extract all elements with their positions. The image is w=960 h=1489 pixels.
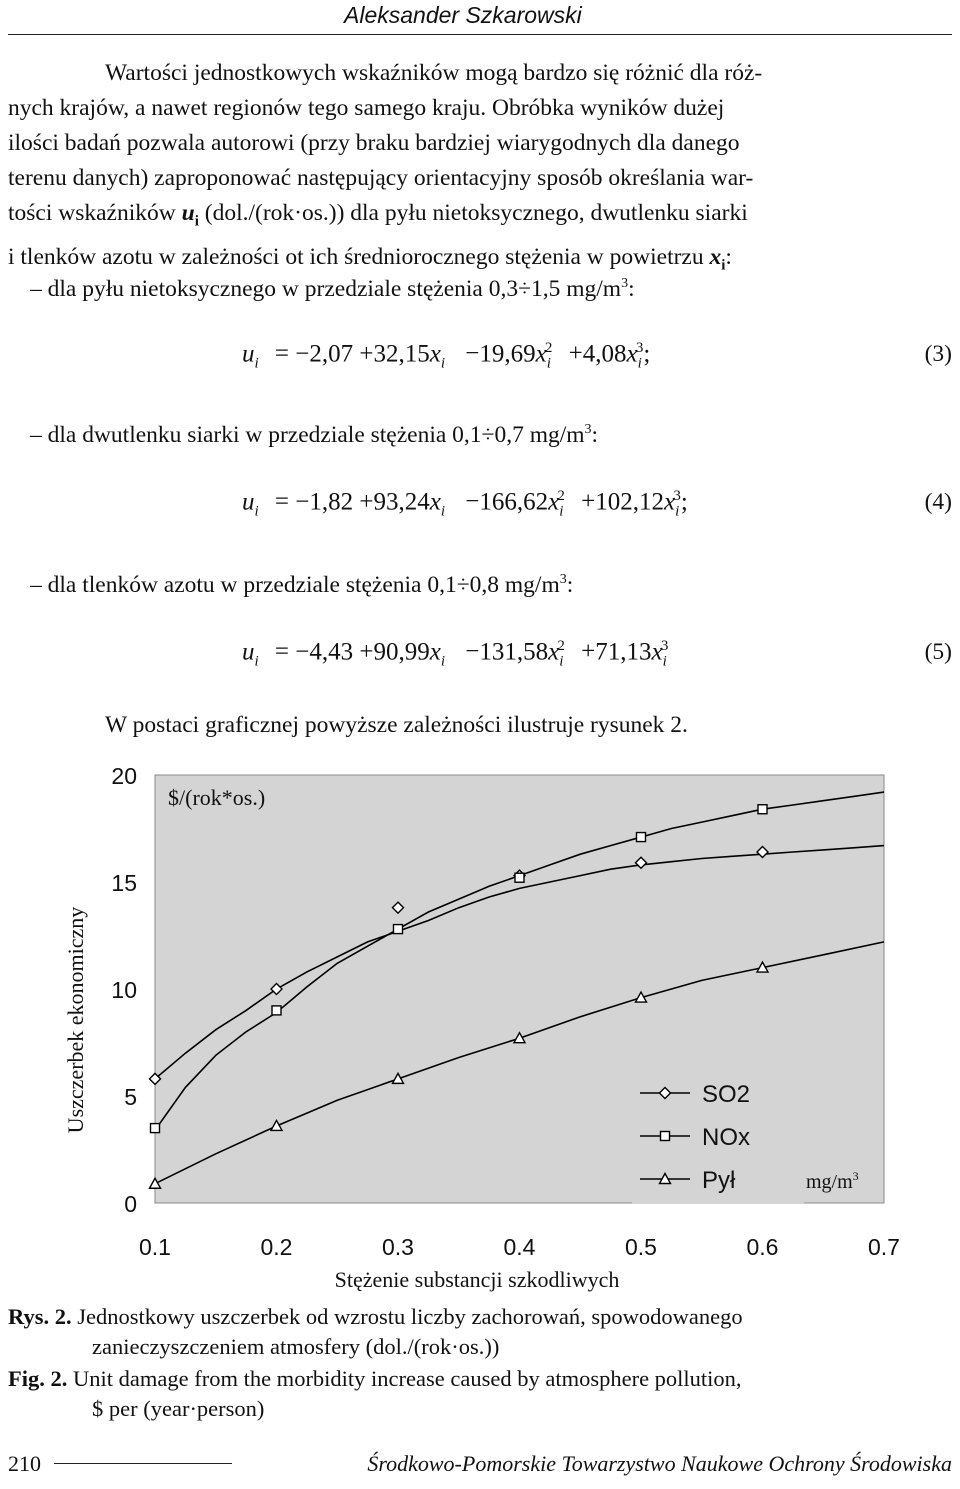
eq-sub-i: i: [559, 503, 564, 520]
paragraph-line: nych krajów, a nawet regionów tego samego kraju. Obróbka wyników dużej: [8, 95, 725, 121]
x-unit-text: mg/m: [806, 1171, 853, 1193]
eq-sub-i: i: [559, 653, 564, 670]
x-tick-label: 0.5: [625, 1234, 657, 1260]
eq-sub-i: i: [546, 355, 551, 372]
eq-equals: =: [274, 488, 290, 516]
eq-coef: 166,62: [479, 488, 549, 516]
caption-text: $ per (year·person): [92, 1396, 265, 1421]
eq-x: x: [548, 638, 560, 666]
x-axis-label: Stężenie substancji szkodliwych: [334, 1267, 620, 1292]
eq-sub-i: i: [440, 355, 446, 372]
y-axis-label: Uszczerbek ekonomiczny: [63, 906, 88, 1134]
punctuation: :: [566, 571, 574, 598]
eq-coef: 19,69: [479, 340, 536, 368]
eq-x: x: [626, 340, 638, 368]
line-chart: [0, 750, 960, 1310]
header-rule: [8, 34, 952, 35]
caption-label: Rys. 2.: [8, 1304, 72, 1329]
unit-label: $/(rok*os.): [168, 785, 266, 810]
x-unit-sup: 3: [852, 1169, 859, 1183]
superscript: 3: [584, 422, 592, 437]
paragraph-line: terenu danych) zaproponować następujący orientacyjny sposób określania war-: [8, 165, 754, 191]
paragraph-line: Wartości jednostkowych wskaźników mogą bardzo się różnić dla róż-: [105, 60, 763, 86]
eq-plus: +: [568, 340, 583, 368]
eq-plus: +: [581, 488, 596, 516]
eq-power: 3: [673, 488, 681, 504]
legend-label: SO2: [702, 1081, 751, 1108]
superscript: 3: [621, 276, 629, 291]
eq-coef: 32,15: [373, 340, 430, 368]
eq-sub-i: i: [637, 355, 642, 372]
eq-minus: −: [295, 340, 310, 368]
footer-rule: [54, 1463, 232, 1464]
eq-sub-i: i: [254, 355, 259, 372]
paragraph-line: ilości badań pozwala autorowi (przy braku bardziej wiarygodnych dla danego: [8, 130, 740, 156]
y-tick-label: 20: [111, 763, 137, 789]
page-number: 210: [8, 1451, 41, 1476]
legend-label: NOx: [702, 1124, 750, 1151]
eq-minus: −: [465, 488, 480, 516]
caption-label: Fig. 2.: [8, 1366, 68, 1391]
eq-sub-i: i: [440, 653, 446, 670]
x-tick-label: 0.6: [746, 1234, 779, 1260]
caption-text: Unit damage from the morbidity increase caused by atmosphere pollution,: [67, 1366, 742, 1391]
eq-plus: +: [359, 340, 374, 368]
eq-plus: +: [581, 638, 596, 666]
y-tick-label: 15: [111, 870, 137, 896]
list-item: [30, 412, 598, 453]
eq-equals: =: [274, 638, 290, 666]
eq-minus: −: [295, 488, 310, 516]
eq-minus: −: [465, 340, 480, 368]
equation-number: (4): [924, 489, 952, 515]
data-point: [637, 833, 646, 842]
list-item-text: – dla dwutlenku siarki w przedziale stężenia 0,1÷0,7 mg/m: [30, 421, 585, 448]
x-tick-labels: [139, 1234, 900, 1260]
punctuation: :: [591, 421, 599, 448]
eq-coef: 4,43: [309, 638, 354, 666]
list-item-text: – dla tlenków azotu w przedziale stężenia 0,1÷0,8 mg/m: [30, 571, 560, 598]
x-tick-label: 0.7: [868, 1234, 900, 1260]
eq-x: x: [548, 488, 560, 516]
eq-x: x: [535, 340, 547, 368]
figure-intro-text: W postaci graficznej powyższe zależności ilustruje rysunek 2.: [105, 712, 688, 738]
list-item-text: – dla pyłu nietoksycznego w przedziale stężenia 0,3÷1,5 mg/m: [30, 275, 622, 302]
equation-number: (5): [924, 639, 952, 665]
x-tick-label: 0.4: [503, 1234, 536, 1260]
eq-power: 2: [557, 488, 565, 504]
legend-marker: [661, 1132, 670, 1141]
data-point: [515, 873, 524, 882]
data-point: [758, 805, 767, 814]
equation-4: [242, 488, 688, 520]
equation-5: [242, 638, 668, 670]
subscript-i: i: [721, 257, 726, 274]
y-tick-label: 5: [124, 1084, 137, 1110]
x-tick-label: 0.3: [382, 1234, 414, 1260]
equation-number: (3): [924, 341, 952, 367]
y-tick-label: 10: [111, 977, 137, 1003]
eq-coef: 71,13: [595, 638, 652, 666]
eq-power: 2: [544, 340, 553, 356]
eq-sub-i: i: [662, 653, 667, 670]
caption-en: [8, 1364, 742, 1424]
variable-u: u: [181, 200, 195, 226]
legend: [632, 1068, 804, 1204]
running-header-author: Aleksander Szkarowski: [344, 2, 582, 28]
eq-power: 3: [635, 340, 644, 356]
eq-plus: +: [359, 638, 374, 666]
paragraph-line: [8, 196, 952, 240]
y-tick-label: 0: [124, 1191, 137, 1217]
eq-x: x: [429, 340, 441, 368]
superscript: 3: [559, 572, 567, 587]
x-unit-label: [806, 1169, 859, 1193]
eq-power: 2: [557, 638, 565, 654]
eq-coef: 102,12: [595, 488, 665, 516]
eq-sub-i: i: [254, 653, 259, 670]
eq-coef: 2,07: [309, 340, 354, 368]
punctuation: :: [628, 275, 635, 302]
caption-text: zanieczyszczeniem atmosfery (dol./(rok·os.)): [92, 1334, 500, 1359]
eq-u: u: [242, 488, 255, 516]
eq-coef: 131,58: [479, 638, 549, 666]
eq-coef: 4,08: [582, 340, 627, 368]
eq-x: x: [429, 638, 441, 666]
data-point: [151, 1124, 160, 1133]
eq-plus: +: [359, 488, 374, 516]
caption-pl: [8, 1302, 743, 1362]
paragraph-text: (dol./(rok·os.)) dla pyłu nietoksycznego, dwutlenku siarki: [198, 200, 748, 226]
eq-u: u: [242, 340, 255, 368]
equation-3: [242, 340, 650, 372]
x-tick-label: 0.1: [139, 1234, 171, 1260]
legend-label: Pył: [702, 1167, 736, 1194]
eq-coef: 93,24: [373, 488, 430, 516]
variable-x: x: [709, 243, 722, 270]
eq-minus: −: [465, 638, 480, 666]
eq-end: ;: [680, 488, 688, 516]
subscript-i: i: [194, 213, 199, 230]
list-item: [30, 562, 573, 603]
eq-x: x: [429, 488, 441, 516]
y-tick-labels: [111, 763, 137, 1217]
eq-equals: =: [274, 340, 290, 368]
eq-coef: 90,99: [373, 638, 430, 666]
data-point: [394, 925, 403, 934]
paragraph-text: :: [725, 243, 732, 270]
eq-u: u: [242, 638, 255, 666]
data-point: [272, 1006, 281, 1015]
journal-name: Środkowo-Pomorskie Towarzystwo Naukowe Ochrony Środowiska: [367, 1451, 952, 1476]
eq-x: x: [664, 488, 676, 516]
eq-power: 3: [660, 638, 669, 654]
eq-end: ;: [643, 340, 651, 368]
caption-text: Jednostkowy uszczerbek od wzrostu liczby zachorowań, spowodowanego: [71, 1304, 743, 1329]
list-item: [30, 266, 635, 307]
x-tick-label: 0.2: [260, 1234, 293, 1260]
eq-coef: 1,82: [309, 488, 354, 516]
paragraph-text: tości wskaźników: [8, 200, 182, 226]
eq-minus: −: [295, 638, 310, 666]
body-paragraph: [8, 56, 952, 283]
eq-sub-i: i: [254, 503, 259, 520]
eq-sub-i: i: [440, 503, 446, 520]
eq-x: x: [651, 638, 663, 666]
paragraph-text: i tlenków azotu w zależności ot ich średniorocznego stężenia w powietrzu: [8, 243, 710, 270]
eq-sub-i: i: [675, 503, 680, 520]
